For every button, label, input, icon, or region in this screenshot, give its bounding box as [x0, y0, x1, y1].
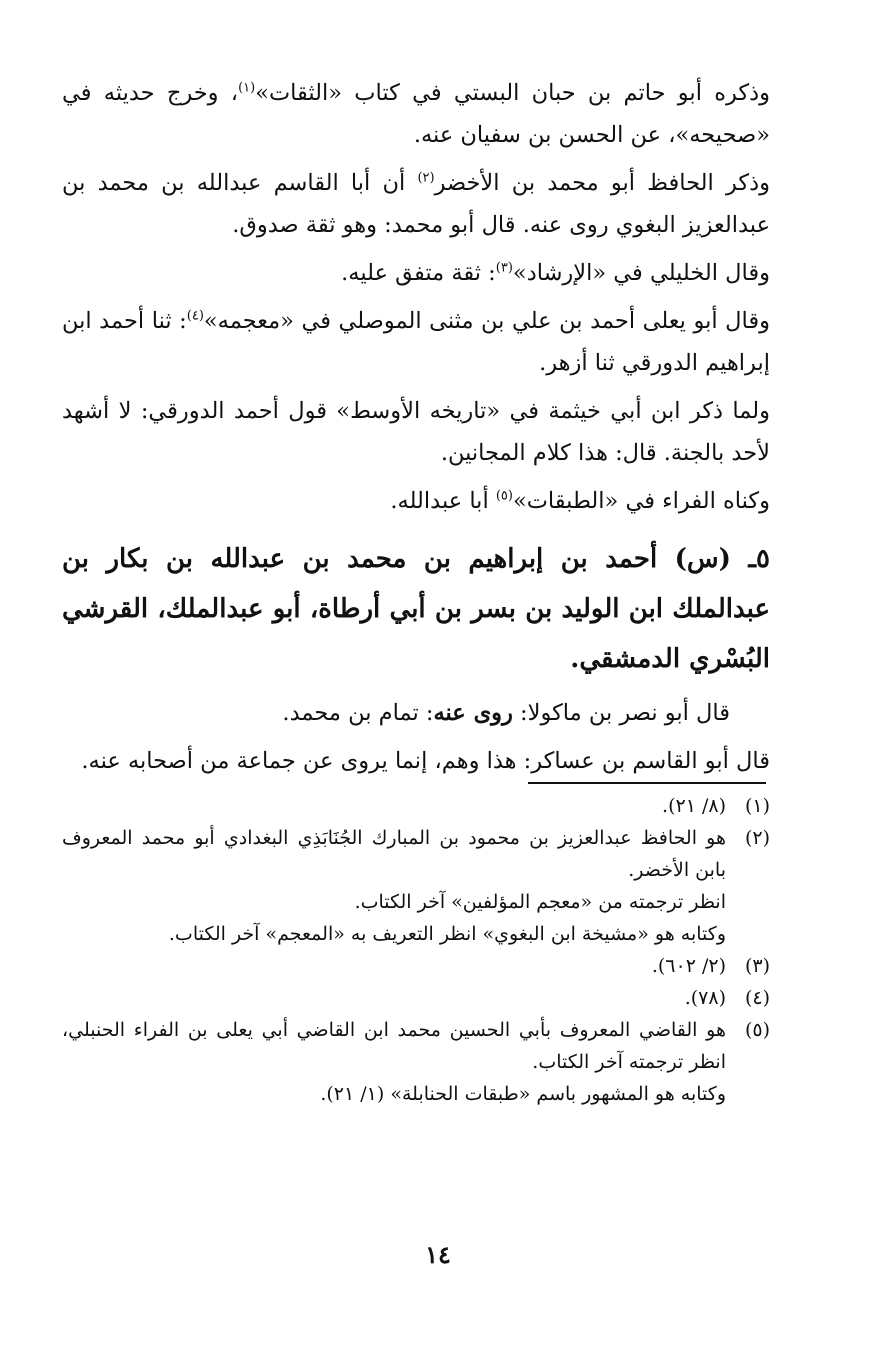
footnote-3: (٣) (٢/ ٦٠٢).: [651, 955, 770, 977]
footnote-ref-4[interactable]: (٤): [186, 308, 204, 324]
footnote-5: (٥) هو القاضي المعروف بأبي الحسين محمد ابن القاضي أبي يعلى بن الفراء الحنبلي، انظر ترجمته آخر الكتاب.: [62, 1019, 770, 1073]
paragraph-ibn-asakir: قال أبو القاسم بن عساكر: هذا وهم، إنما يروى عن جماعة من أصحابه عنه.: [81, 748, 770, 774]
footnote-ref-2[interactable]: (٢): [417, 170, 435, 186]
paragraph-ibn-abi-khaythama: ولما ذكر ابن أبي خيثمة في «تاريخه الأوسط» قول أحمد الدورقي: لا أشهد لأحد بالجنة. قال: هذا كلام المجانين.: [62, 398, 770, 466]
footnote-divider: [528, 782, 766, 784]
paragraph-farra: وكناه الفراء في «الطبقات»$^{(٥)}$ أبا عبدالله.: [390, 488, 770, 514]
footnote-4: (٤) (٧٨).: [684, 987, 770, 1009]
footnote-ref-1[interactable]: (١): [238, 80, 256, 96]
paragraph-khalili: وقال الخليلي في «الإرشاد»$^{(٣)}$: ثقة متفق عليه.: [341, 260, 770, 286]
footnote-2-line-3: وكتابه هو «مشيخة ابن البغوي» انظر التعريف به «المعجم» آخر الكتاب.: [168, 923, 726, 945]
footnote-1: (١) (٨/ ٢١).: [662, 795, 770, 817]
entry-heading: ٥ـ (س) أحمد بن إبراهيم بن محمد بن عبدالله بن بكار بن عبدالملك ابن الوليد بن بسر بن أبي أرطاة، أبو عبدالملك، القرشي البُسْري الدمشقي.: [62, 544, 770, 674]
paragraph-abu-yala: وقال أبو يعلى أحمد بن علي بن مثنى الموصلي في «معجمه»$^{(٤)}$: ثنا أحمد ابن إبراهيم الدورقي ثنا أزهر.: [62, 308, 770, 376]
page-number: ١٤: [425, 1240, 451, 1269]
footnote-ref-5[interactable]: (٥): [495, 488, 513, 504]
footnotes: [62, 790, 770, 1110]
footnote-ref-3[interactable]: (٣): [495, 260, 513, 276]
footnote-5-line-2: وكتابه هو المشهور باسم «طبقات الحنابلة» (١/ ٢١).: [320, 1083, 726, 1105]
paragraph-ibn-makula: قال أبو نصر بن ماكولا: روى عنه: تمام بن محمد.: [282, 700, 730, 726]
footnote-2-line-2: انظر ترجمته من «معجم المؤلفين» آخر الكتاب.: [354, 891, 726, 913]
paragraph-ibn-alakhdar: وذكر الحافظ أبو محمد بن الأخضر$^{(٢)}$ أن أبا القاسم عبدالله بن محمد بن عبدالعزيز البغوي روى عنه. قال أبو محمد: وهو ثقة صدوق.: [62, 170, 770, 238]
footnote-2: (٢) هو الحافظ عبدالعزيز بن محمود بن المبارك الجُنَابَذِي البغدادي أبو محمد المعروف بابن الأخضر.: [62, 827, 770, 881]
paragraph-ibn-hibban: وذكره أبو حاتم بن حبان البستي في كتاب «الثقات»$^{(١)}$، وخرج حديثه في «صحيحه»، عن الحسن بن سفيان عنه.: [62, 80, 770, 148]
main-text: [62, 72, 770, 788]
